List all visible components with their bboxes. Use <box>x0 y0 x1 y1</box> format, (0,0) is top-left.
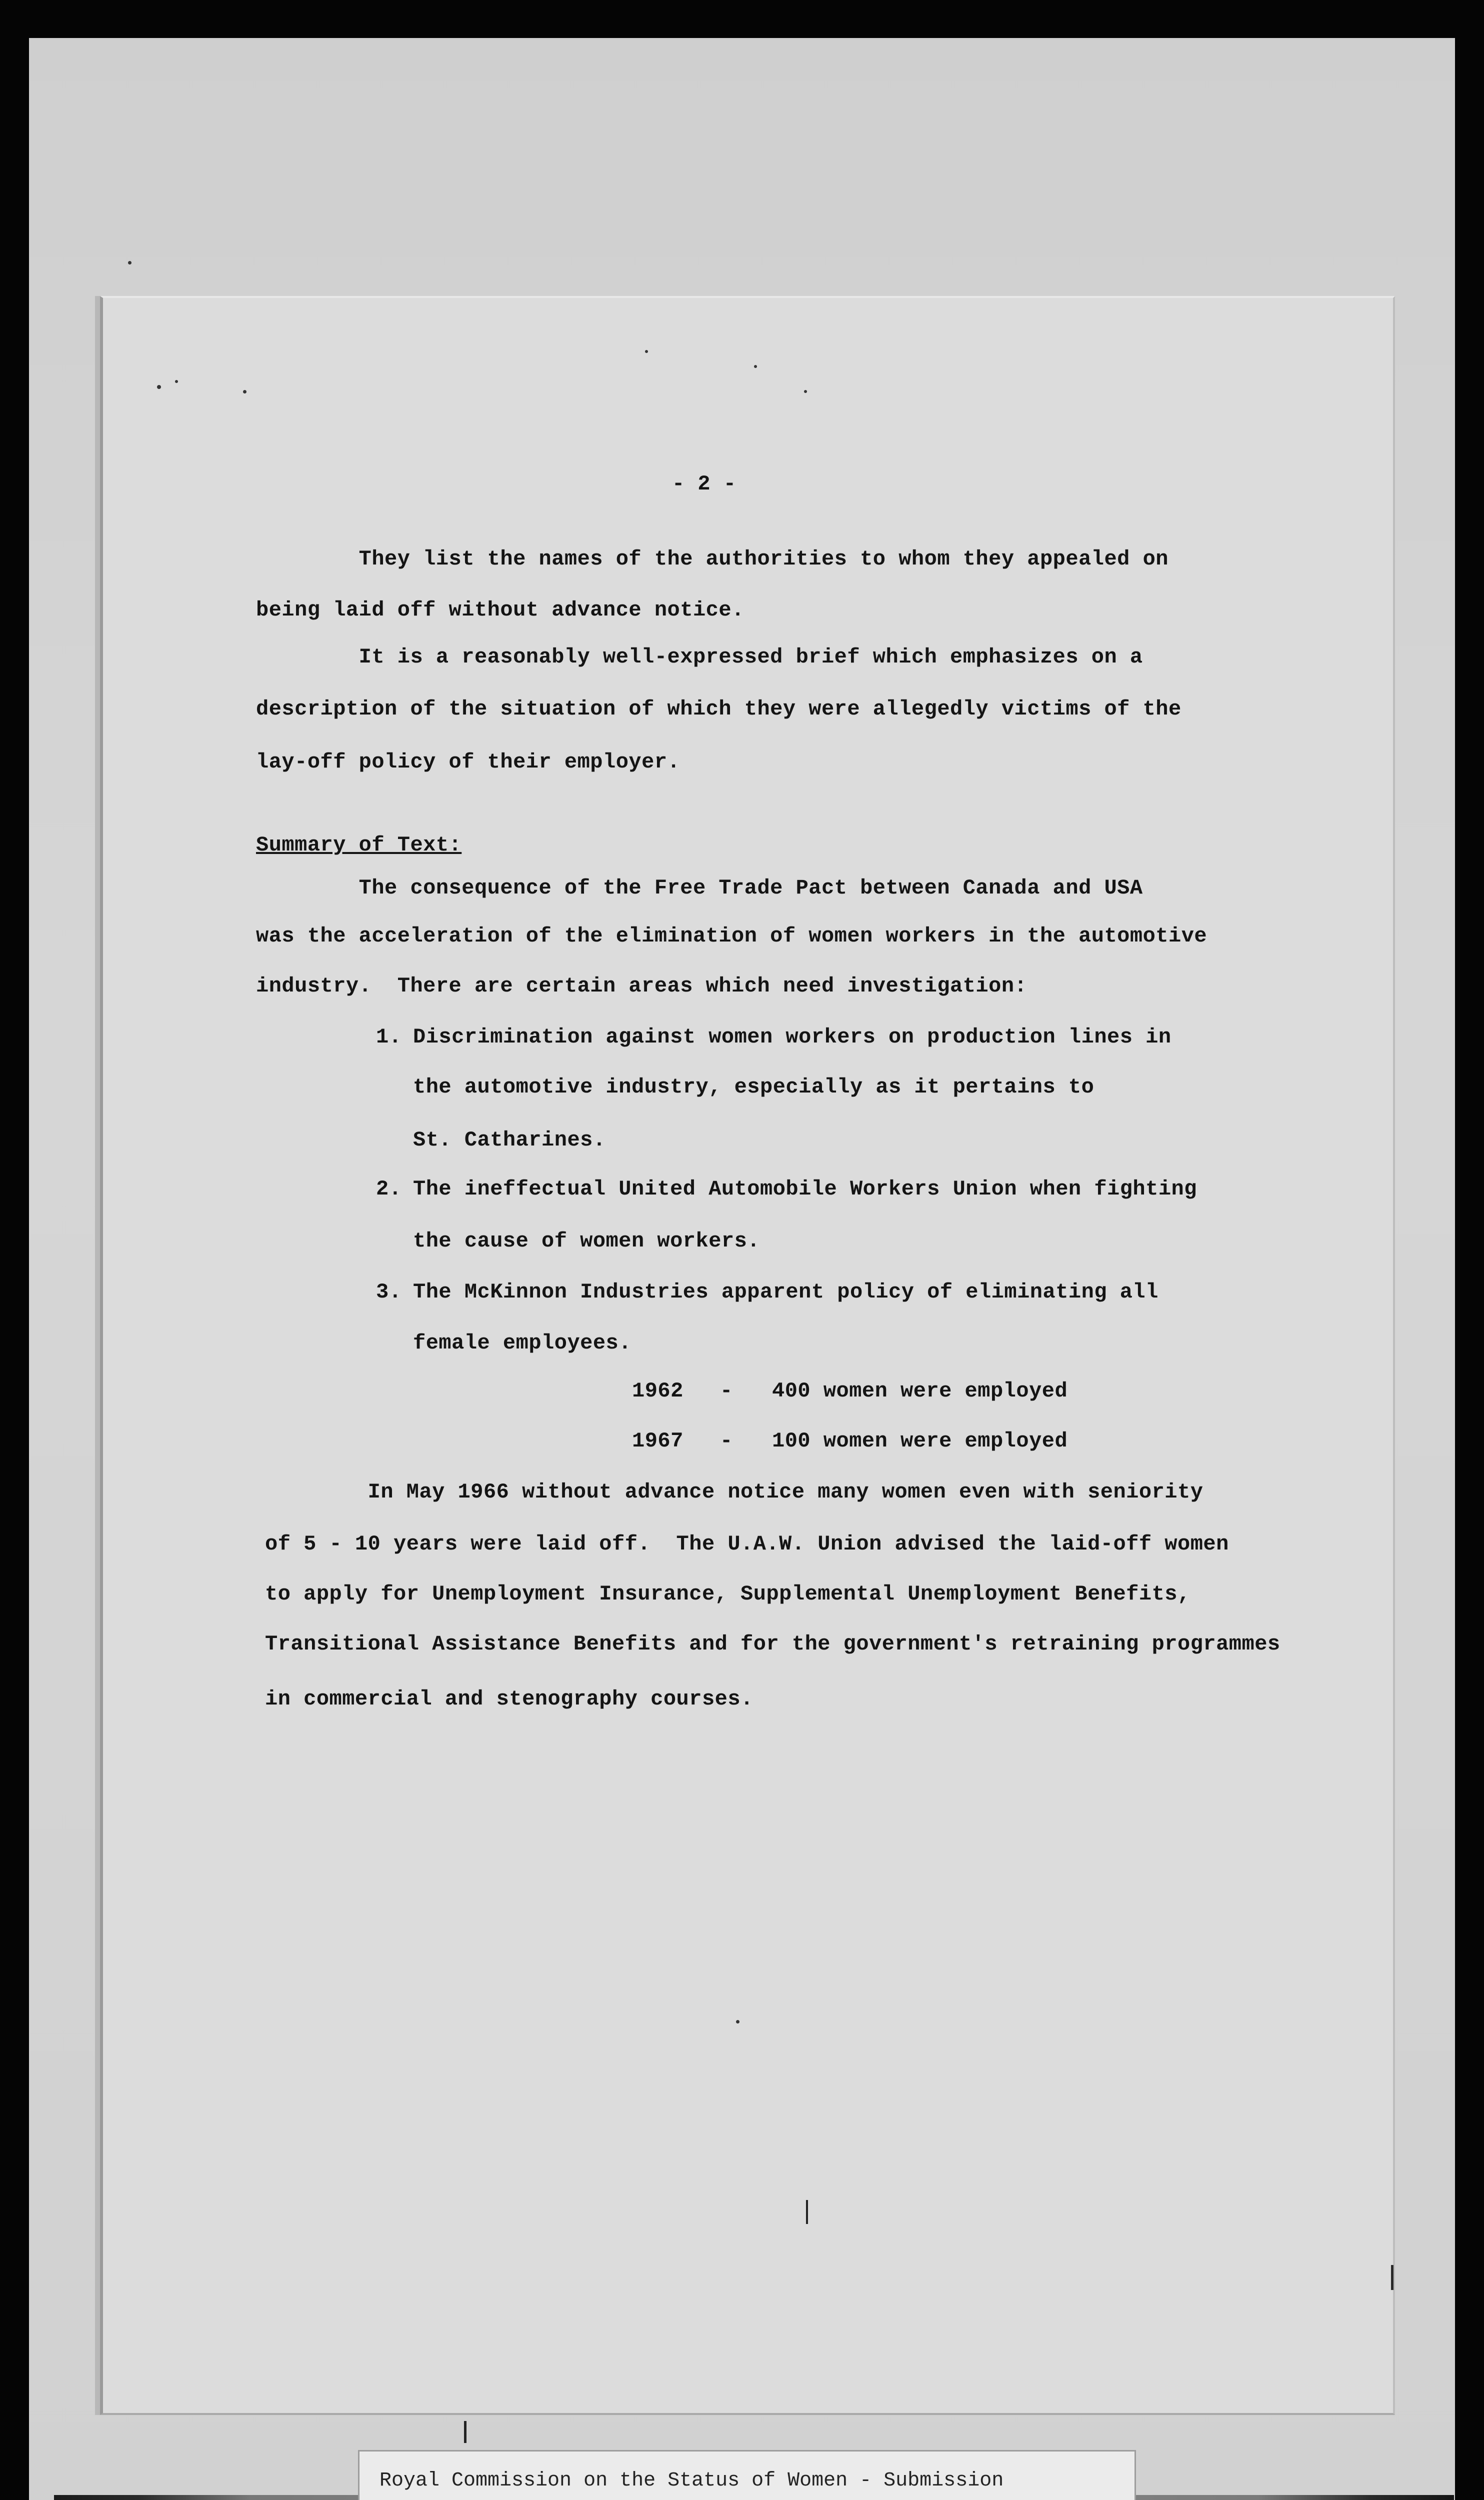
paragraph-line: lay-off policy of their employer. <box>256 750 680 774</box>
dust-speck <box>736 2020 740 2024</box>
archive-reference-label <box>358 2450 1136 2500</box>
closing-line: Transitional Assistance Benefits and for the government's retraining programmes <box>265 1632 1280 1656</box>
dust-speck <box>175 380 178 383</box>
closing-line: In May 1966 without advance notice many women even with seniority <box>265 1480 1204 1504</box>
list-item-number: 3. <box>376 1280 402 1304</box>
paragraph-line: description of the situation of which they were allegedly victims of the <box>256 697 1182 721</box>
closing-line: in commercial and stenography courses. <box>265 1687 754 1711</box>
employment-year: 1967 <box>632 1429 684 1453</box>
list-item-number: 2. <box>376 1177 402 1201</box>
page-number: - 2 - <box>672 472 736 496</box>
paragraph-line: being laid off without advance notice. <box>256 598 744 622</box>
closing-line: to apply for Unemployment Insurance, Supplemental Unemployment Benefits, <box>265 1582 1190 1606</box>
paragraph-line: It is a reasonably well-expressed brief which emphasizes on a <box>256 645 1143 669</box>
list-item-line: The ineffectual United Automobile Workers Union when fighting <box>413 1177 1197 1201</box>
dust-speck <box>128 261 132 264</box>
summary-line: was the acceleration of the elimination of women workers in the automotive <box>256 924 1208 948</box>
archive-label-line: Royal Commission on the Status of Women - Submission <box>380 2470 1004 2492</box>
employment-text: 100 women were employed <box>772 1429 1068 1453</box>
closing-line: of 5 - 10 years were laid off. The U.A.W. Union advised the laid-off women <box>265 1532 1229 1556</box>
list-item-line: the cause of women workers. <box>413 1229 760 1253</box>
list-item-number: 1. <box>376 1025 402 1049</box>
dust-speck <box>157 385 161 389</box>
dust-speck <box>754 365 757 368</box>
list-item-line: Discrimination against women workers on production lines in <box>413 1025 1172 1049</box>
stray-mark <box>464 2421 466 2443</box>
summary-line: industry. There are certain areas which need investigation: <box>256 974 1028 998</box>
dust-speck <box>645 350 648 353</box>
employment-dash: - <box>720 1379 733 1403</box>
list-item-line: the automotive industry, especially as it pertains to <box>413 1075 1094 1099</box>
list-item-line: The McKinnon Industries apparent policy of eliminating all <box>413 1280 1158 1304</box>
stray-mark <box>806 2200 808 2224</box>
dust-speck <box>243 390 246 394</box>
employment-dash: - <box>720 1429 733 1453</box>
list-item-line: St. Catharines. <box>413 1128 606 1152</box>
employment-year: 1962 <box>632 1379 684 1403</box>
dust-speck <box>804 390 807 393</box>
employment-text: 400 women were employed <box>772 1379 1068 1403</box>
section-heading: Summary of Text: <box>256 833 462 857</box>
list-item-line: female employees. <box>413 1331 632 1355</box>
summary-line: The consequence of the Free Trade Pact between Canada and USA <box>256 876 1143 900</box>
paragraph-line: They list the names of the authorities to whom they appealed on <box>256 547 1168 571</box>
page-edge-mark <box>1391 2265 1394 2290</box>
